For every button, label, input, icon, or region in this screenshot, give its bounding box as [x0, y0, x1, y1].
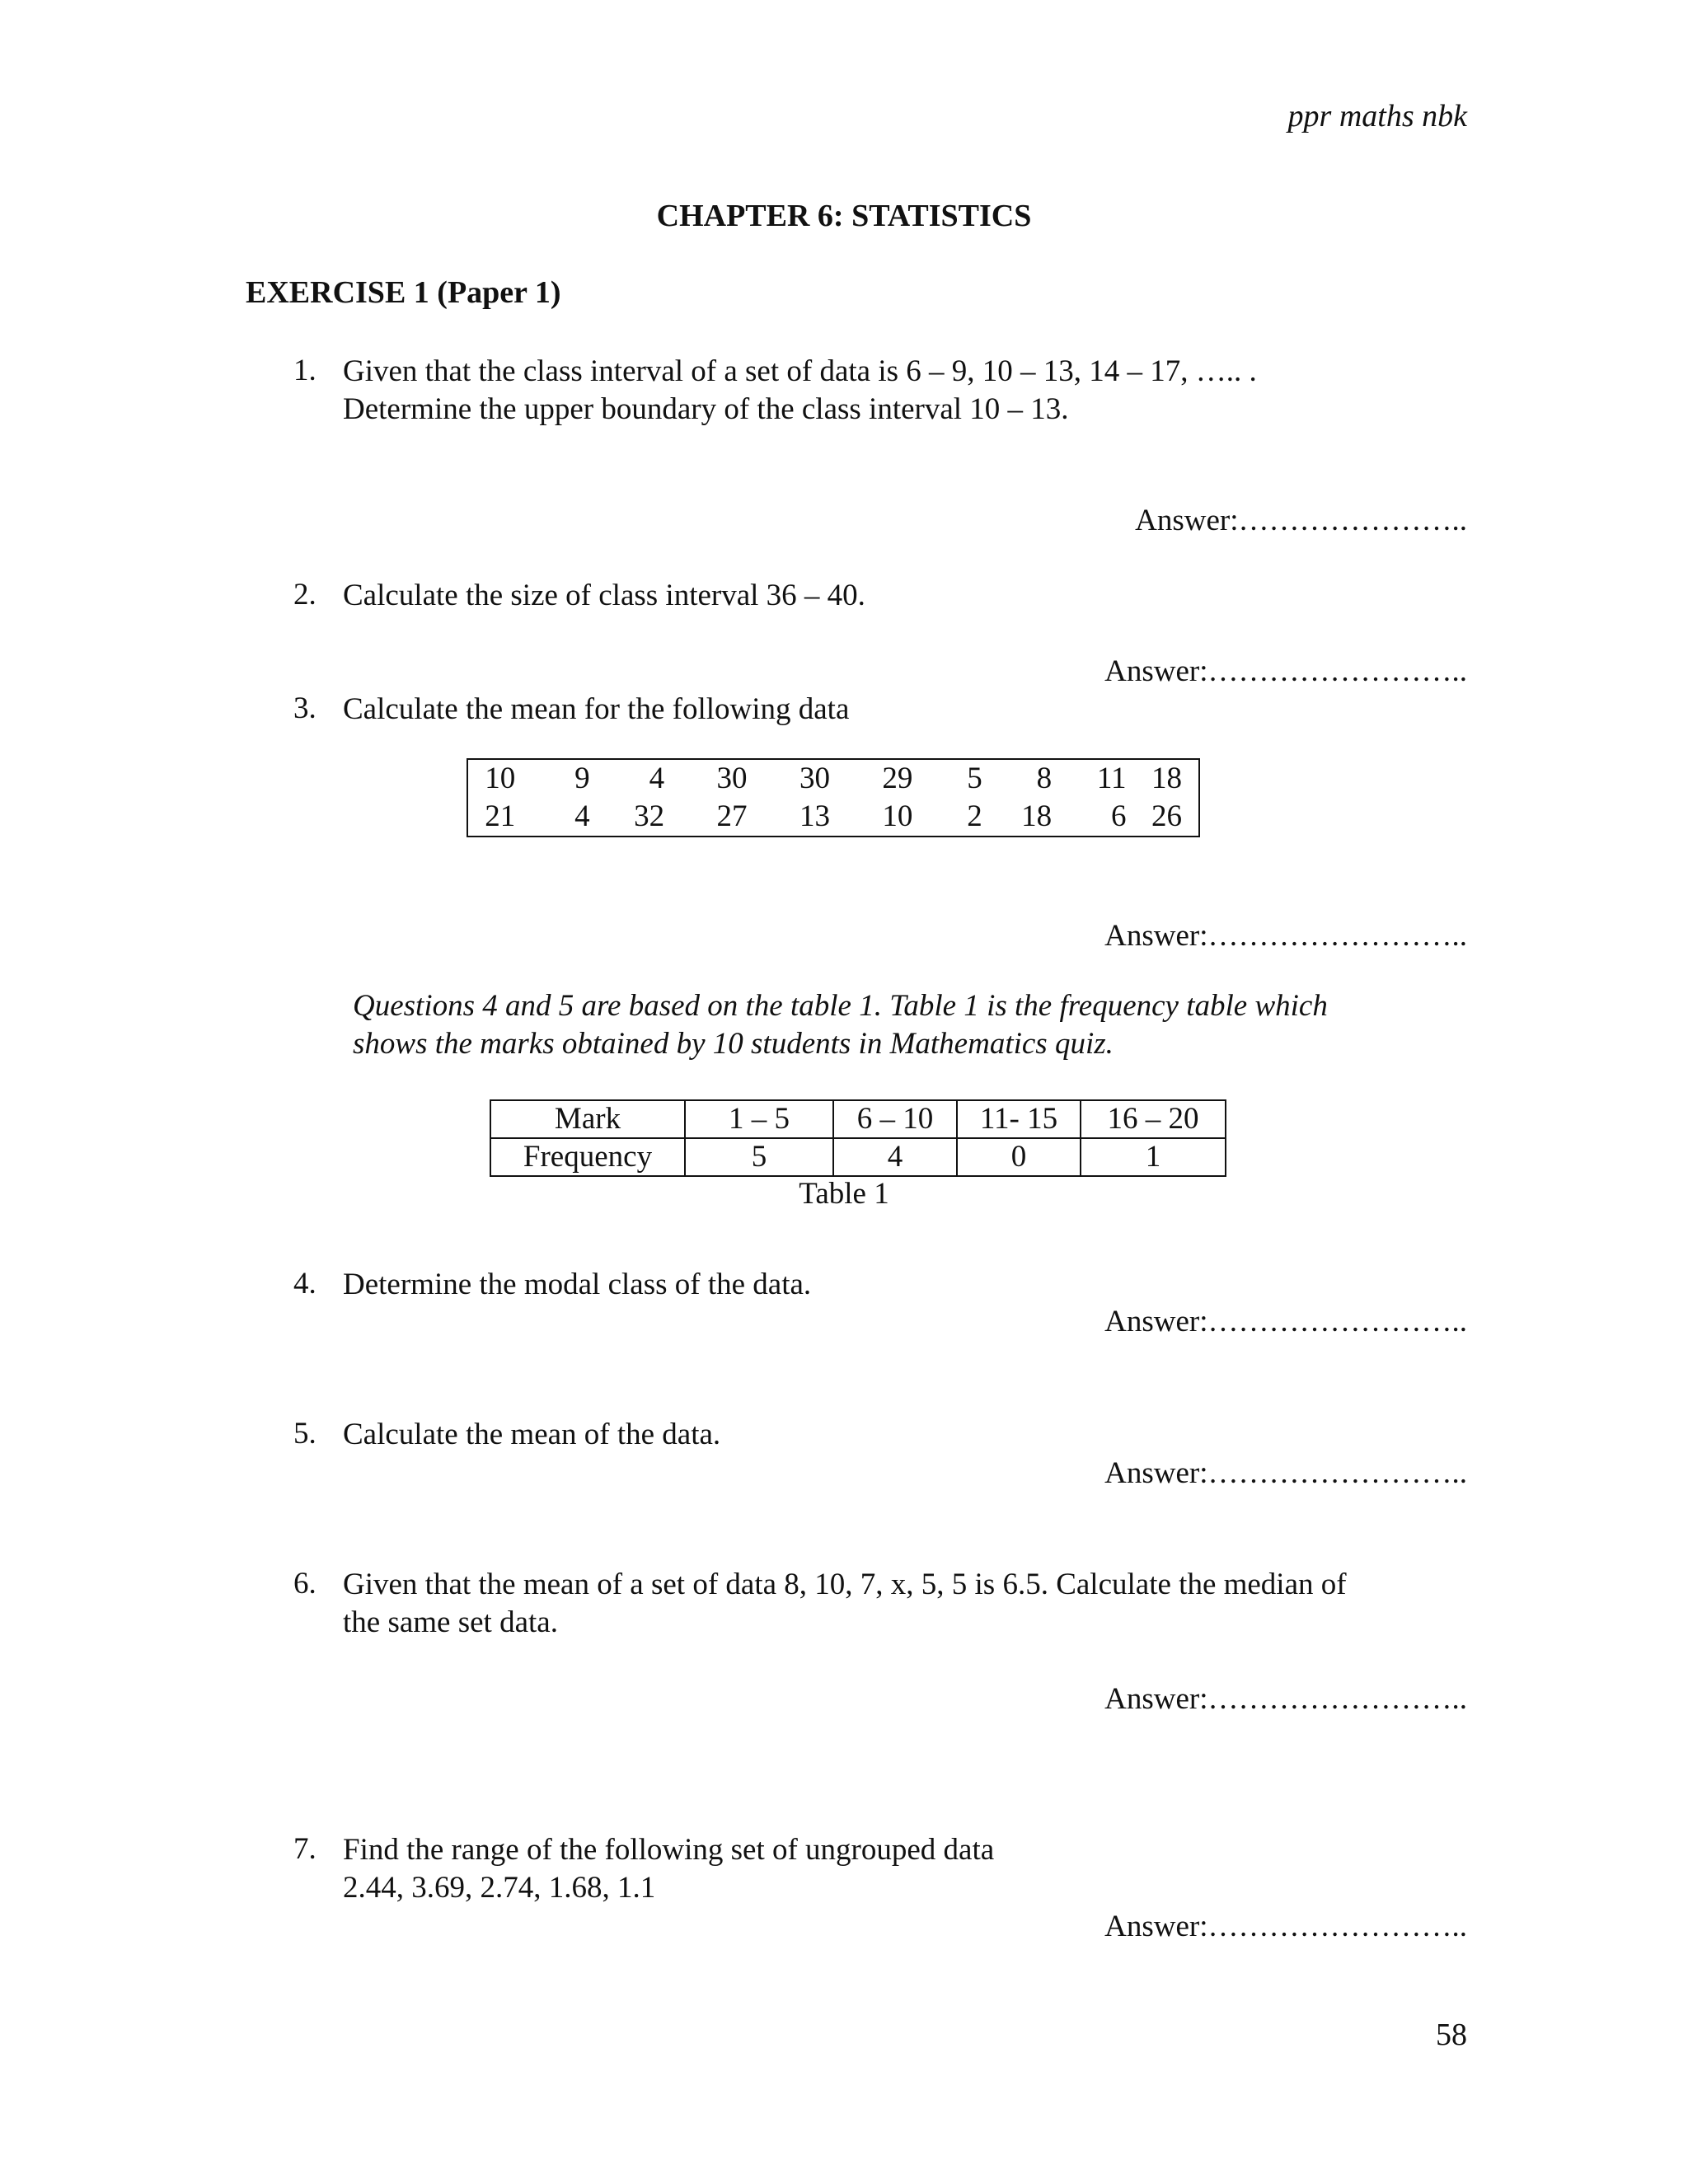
page-number: 58 [1436, 2018, 1467, 2052]
data-cell: 18 [1021, 799, 1053, 833]
data-cell: 10 [485, 762, 516, 795]
data-cell: 9 [574, 762, 590, 795]
question-number: 3. [293, 691, 316, 725]
data-cell: 11 [1096, 762, 1127, 795]
table-caption: Table 1 [799, 1177, 889, 1211]
question-number: 2. [293, 578, 316, 612]
answer-line-3: Answer:…………………….. [1104, 919, 1467, 953]
answer-line-6: Answer:…………………….. [1104, 1682, 1467, 1716]
exercise-heading: EXERCISE 1 (Paper 1) [246, 275, 561, 310]
table-cell: 0 [957, 1138, 1081, 1176]
table-header-cell: 11- 15 [957, 1100, 1081, 1138]
table-header-row [490, 1100, 1226, 1138]
table-cell: Frequency [490, 1138, 685, 1176]
data-cell: 13 [799, 799, 830, 833]
data-cell: 8 [1036, 762, 1053, 795]
table-header-cell: 6 – 10 [833, 1100, 957, 1138]
data-cell: 18 [1151, 762, 1182, 795]
answer-line-7: Answer:…………………….. [1104, 1910, 1467, 1943]
data-cell: 30 [799, 762, 830, 795]
table-cell: 1 [1081, 1138, 1226, 1176]
question-text: Determine the modal class of the data. [343, 1268, 812, 1301]
data-row [467, 759, 1199, 798]
answer-line-4: Answer:…………………….. [1104, 1305, 1467, 1338]
table-header-cell: 1 – 5 [685, 1100, 833, 1138]
question-text: Calculate the mean of the data. [343, 1418, 721, 1451]
question-number: 5. [293, 1417, 316, 1451]
question-number: 4. [293, 1267, 316, 1301]
data-cell: 27 [716, 799, 748, 833]
data-cell: 4 [649, 762, 665, 795]
data-cell: 4 [574, 799, 590, 833]
frequency-table [490, 1099, 1226, 1177]
table-header-cell: Mark [490, 1100, 685, 1138]
question-number: 6. [293, 1567, 316, 1601]
answer-line-1: Answer:………………….. [1135, 504, 1467, 537]
data-row [467, 798, 1199, 837]
data-cell: 29 [882, 762, 913, 795]
table-header-cell: 16 – 20 [1081, 1100, 1226, 1138]
question-text: Calculate the mean for the following data [343, 692, 850, 726]
question-text: Given that the mean of a set of data 8, 10, 7, x, 5, 5 is 6.5. Calculate the median of the same set data. [343, 1568, 1347, 1639]
data-table [467, 758, 1200, 837]
question-text: Calculate the size of class interval 36 – 40. [343, 579, 865, 612]
question-text: Given that the class interval of a set of data is 6 – 9, 10 – 13, 14 – 17, ….. . Determine the upper boundary of the class interval 10 – 13. [343, 354, 1257, 426]
question-number: 1. [293, 354, 316, 387]
table-intro: Questions 4 and 5 are based on the table 1. Table 1 is the frequency table which shows the marks obtained by 10 students in Mathematics quiz. [353, 989, 1328, 1061]
table-cell: 5 [685, 1138, 833, 1176]
page-header: ppr maths nbk [1287, 99, 1467, 134]
data-cell: 2 [967, 799, 982, 833]
data-cell: 21 [485, 799, 516, 833]
answer-line-2: Answer:…………………….. [1104, 654, 1467, 688]
table-row [490, 1138, 1226, 1176]
data-cell: 30 [716, 762, 748, 795]
question-number: 7. [293, 1832, 316, 1866]
data-cell: 5 [967, 762, 982, 795]
question-text: Find the range of the following set of ungrouped data 2.44, 3.69, 2.74, 1.68, 1.1 [343, 1833, 995, 1905]
answer-line-5: Answer:…………………….. [1104, 1456, 1467, 1490]
data-cell: 32 [634, 799, 665, 833]
data-cell: 10 [882, 799, 913, 833]
data-cell: 6 [1111, 799, 1127, 833]
chapter-title: CHAPTER 6: STATISTICS [656, 199, 1032, 233]
table-cell: 4 [833, 1138, 957, 1176]
data-cell: 26 [1151, 799, 1182, 833]
